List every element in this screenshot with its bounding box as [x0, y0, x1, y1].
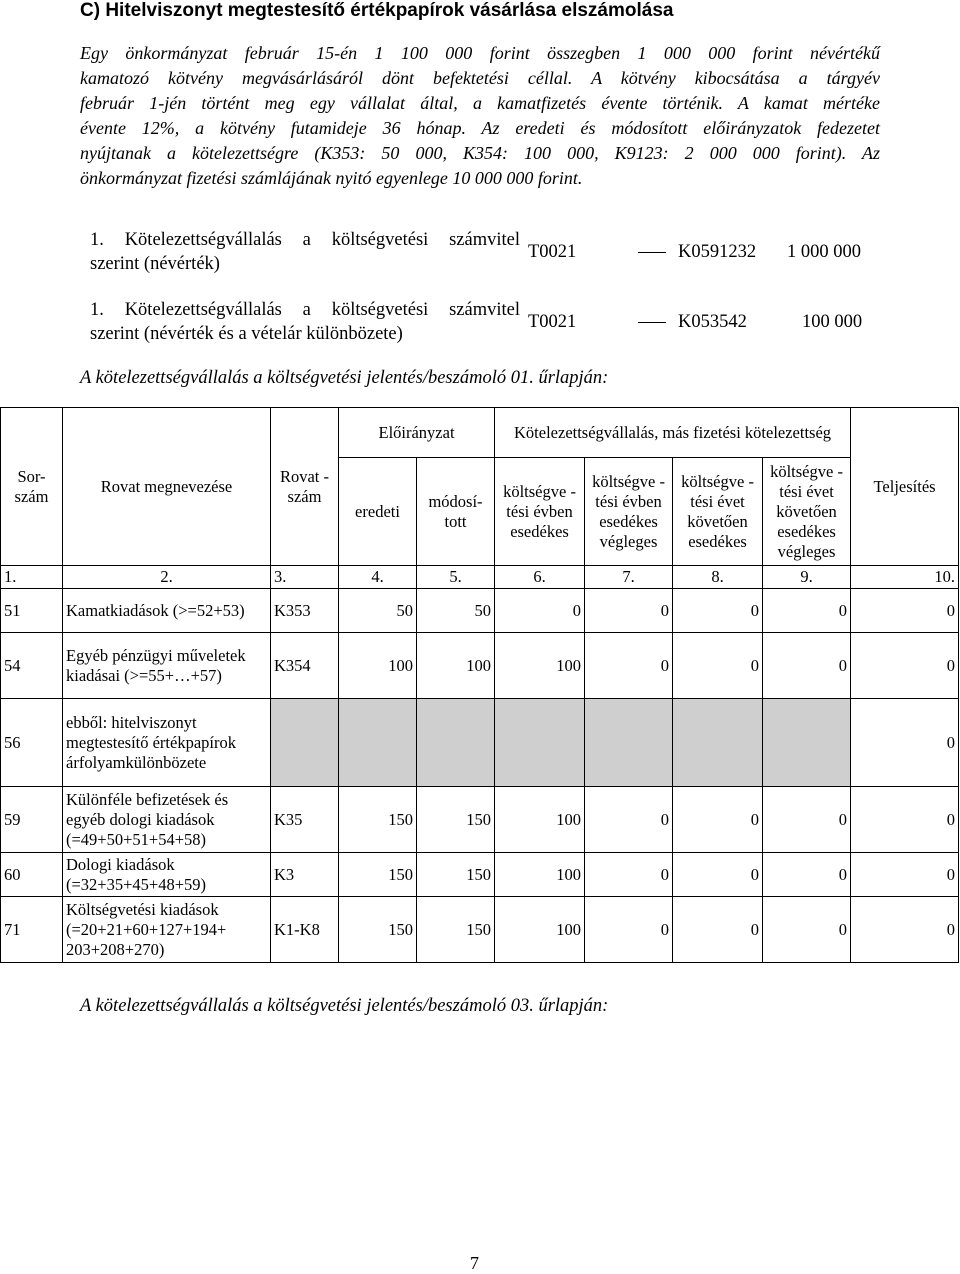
- shaded-cell: [673, 699, 763, 787]
- cell-teljesites: 0: [851, 787, 959, 853]
- cell-kv-evben: 100: [495, 853, 585, 897]
- column-number: 6.: [495, 566, 585, 589]
- col-modositott-header: módosí-tott: [417, 458, 495, 566]
- entry-label-line: szerint (névérték): [90, 254, 220, 274]
- column-number: 1.: [1, 566, 63, 589]
- row-name: ebből: hitelviszonyt megtestesítő értékpapírok árfolyamkülönbözete: [63, 699, 271, 787]
- shaded-cell: [417, 699, 495, 787]
- cell-kv-evben-vegleges: 0: [585, 787, 673, 853]
- col-kv-evben-esedekes-vegleges-header: költségve -tési évben esedékes végleges: [585, 458, 673, 566]
- row-number: 54: [1, 633, 63, 699]
- column-number-row: [1, 566, 959, 589]
- row-name: Különféle befizetések és egyéb dologi kiadások (=49+50+51+54+58): [63, 787, 271, 853]
- cell-kv-evet-koveto: 0: [673, 787, 763, 853]
- row-code: K3: [271, 853, 339, 897]
- page-number: 7: [470, 1253, 479, 1273]
- row-name: Költségvetési kiadások (=20+21+60+127+194+ 203+208+270): [63, 897, 271, 963]
- cell-kv-evben-vegleges: 0: [585, 633, 673, 699]
- cell-teljesites: 0: [851, 633, 959, 699]
- column-number: 4.: [339, 566, 417, 589]
- cell-eredeti: 150: [339, 853, 417, 897]
- column-number: 7.: [585, 566, 673, 589]
- cell-kv-evet-koveto: 0: [673, 853, 763, 897]
- cell-teljesites: 0: [851, 897, 959, 963]
- task-paragraph: [80, 41, 880, 191]
- cell-eredeti: 150: [339, 897, 417, 963]
- row-code: K354: [271, 633, 339, 699]
- cell-kv-evben-vegleges: 0: [585, 589, 673, 633]
- col-rovat-szam-header: Rovat -szám: [271, 408, 339, 566]
- column-number: 8.: [673, 566, 763, 589]
- shaded-cell: [495, 699, 585, 787]
- cell-modositott: 50: [417, 589, 495, 633]
- col-eredeti-header: eredeti: [339, 458, 417, 566]
- col-rovat-megnevezese-header: Rovat megnevezése: [63, 408, 271, 566]
- row-number: 51: [1, 589, 63, 633]
- budget-table: [0, 407, 959, 963]
- col-eloiranyzat-header: Előirányzat: [339, 408, 495, 458]
- paragraph-line: nyújtanak a kötelezettségre (K353: 50 000, K354: 100 000, K9123: 2 000 000 forint). Az: [80, 143, 880, 163]
- column-number: 10.: [851, 566, 959, 589]
- cell-eredeti: 100: [339, 633, 417, 699]
- entry-dash: [638, 252, 666, 253]
- col-kv-evet-koveto-header: költségve -tési évet követően esedékes: [673, 458, 763, 566]
- paragraph-line: önkormányzat fizetési számlájának nyitó egyenlege 10 000 000 forint.: [80, 168, 583, 188]
- col-teljesites-header: Teljesítés: [851, 408, 959, 566]
- table-row: [1, 897, 959, 963]
- entry-code-1: T0021: [528, 242, 577, 262]
- cell-modositott: 150: [417, 787, 495, 853]
- row-number: 56: [1, 699, 63, 787]
- row-name: Dologi kiadások (=32+35+45+48+59): [63, 853, 271, 897]
- cell-kv-evben: 100: [495, 633, 585, 699]
- cell-kv-evet-koveto-vegleges: 0: [763, 853, 851, 897]
- shaded-cell: [585, 699, 673, 787]
- entry-label-line: szerint (névérték és a vételár különbözete): [90, 324, 403, 344]
- cell-kv-evet-koveto-vegleges: 0: [763, 897, 851, 963]
- entry-label: [90, 228, 520, 276]
- section-heading: C) Hitelviszonyt megtestesítő értékpapírok vásárlása elszámolása: [80, 0, 674, 21]
- cell-kv-evben: 0: [495, 589, 585, 633]
- col-kv-evben-esedekes-header: költségve -tési évben esedékes: [495, 458, 585, 566]
- col-sorszam-header: Sor-szám: [1, 408, 63, 566]
- row-name: Egyéb pénzügyi műveletek kiadásai (>=55+…+57): [63, 633, 271, 699]
- cell-modositott: 150: [417, 897, 495, 963]
- caption-form-03: A kötelezettségvállalás a költségvetési jelentés/beszámoló 03. űrlapján:: [80, 996, 609, 1016]
- column-number: 9.: [763, 566, 851, 589]
- cell-kv-evben: 100: [495, 897, 585, 963]
- entry-amount: 100 000: [802, 312, 863, 332]
- cell-teljesites: 0: [851, 699, 959, 787]
- entry-label: [90, 298, 520, 346]
- cell-kv-evet-koveto: 0: [673, 633, 763, 699]
- cell-kv-evet-koveto-vegleges: 0: [763, 787, 851, 853]
- table-row: [1, 853, 959, 897]
- cell-teljesites: 0: [851, 853, 959, 897]
- shaded-cell: [339, 699, 417, 787]
- cell-kv-evben-vegleges: 0: [585, 853, 673, 897]
- table-row: [1, 633, 959, 699]
- cell-teljesites: 0: [851, 589, 959, 633]
- shaded-cell: [271, 699, 339, 787]
- row-number: 59: [1, 787, 63, 853]
- entry-label-line: 1. Kötelezettségvállalás a költségvetési számvitel: [90, 300, 520, 320]
- entry-code-2: K053542: [678, 312, 747, 332]
- row-code: K35: [271, 787, 339, 853]
- paragraph-line: Egy önkormányzat február 15-én 1 100 000 forint összegben 1 000 000 forint névértékű: [80, 43, 880, 63]
- cell-eredeti: 150: [339, 787, 417, 853]
- row-name: Kamatkiadások (>=52+53): [63, 589, 271, 633]
- cell-modositott: 100: [417, 633, 495, 699]
- column-number: 2.: [63, 566, 271, 589]
- cell-kv-evet-koveto-vegleges: 0: [763, 633, 851, 699]
- entry-amount: 1 000 000: [787, 242, 861, 262]
- cell-kv-evet-koveto: 0: [673, 897, 763, 963]
- table-row: [1, 787, 959, 853]
- table-row: [1, 699, 959, 787]
- caption-form-01: A kötelezettségvállalás a költségvetési jelentés/beszámoló 01. űrlapján:: [80, 368, 609, 388]
- cell-kv-evet-koveto-vegleges: 0: [763, 589, 851, 633]
- column-number: 5.: [417, 566, 495, 589]
- row-number: 60: [1, 853, 63, 897]
- entry-code-1: T0021: [528, 312, 577, 332]
- table-row: [1, 589, 959, 633]
- cell-kv-evet-koveto: 0: [673, 589, 763, 633]
- col-kv-evet-koveto-vegleges-header: költségve -tési évet követően esedékes végleges: [763, 458, 851, 566]
- cell-modositott: 150: [417, 853, 495, 897]
- paragraph-line: kamatozó kötvény megvásárlásáról dönt befektetési céllal. A kötvény kibocsátása a tárgyév: [80, 68, 880, 88]
- shaded-cell: [763, 699, 851, 787]
- row-code: K1-K8: [271, 897, 339, 963]
- paragraph-line: február 1-jén történt meg egy vállalat által, a kamatfizetés évente történik. A kamat mértéke: [80, 93, 880, 113]
- row-number: 71: [1, 897, 63, 963]
- cell-kv-evben-vegleges: 0: [585, 897, 673, 963]
- entry-code-2: K0591232: [678, 242, 757, 262]
- col-kotelezettsegvallalas-header: Kötelezettségvállalás, más fizetési kötelezettség: [495, 408, 851, 458]
- column-number: 3.: [271, 566, 339, 589]
- paragraph-line: évente 12%, a kötvény futamideje 36 hónap. Az eredeti és módosított előirányzatok fedezetet: [80, 118, 880, 138]
- row-code: K353: [271, 589, 339, 633]
- cell-eredeti: 50: [339, 589, 417, 633]
- cell-kv-evben: 100: [495, 787, 585, 853]
- entry-dash: [638, 322, 666, 323]
- entry-label-line: 1. Kötelezettségvállalás a költségvetési számvitel: [90, 230, 520, 250]
